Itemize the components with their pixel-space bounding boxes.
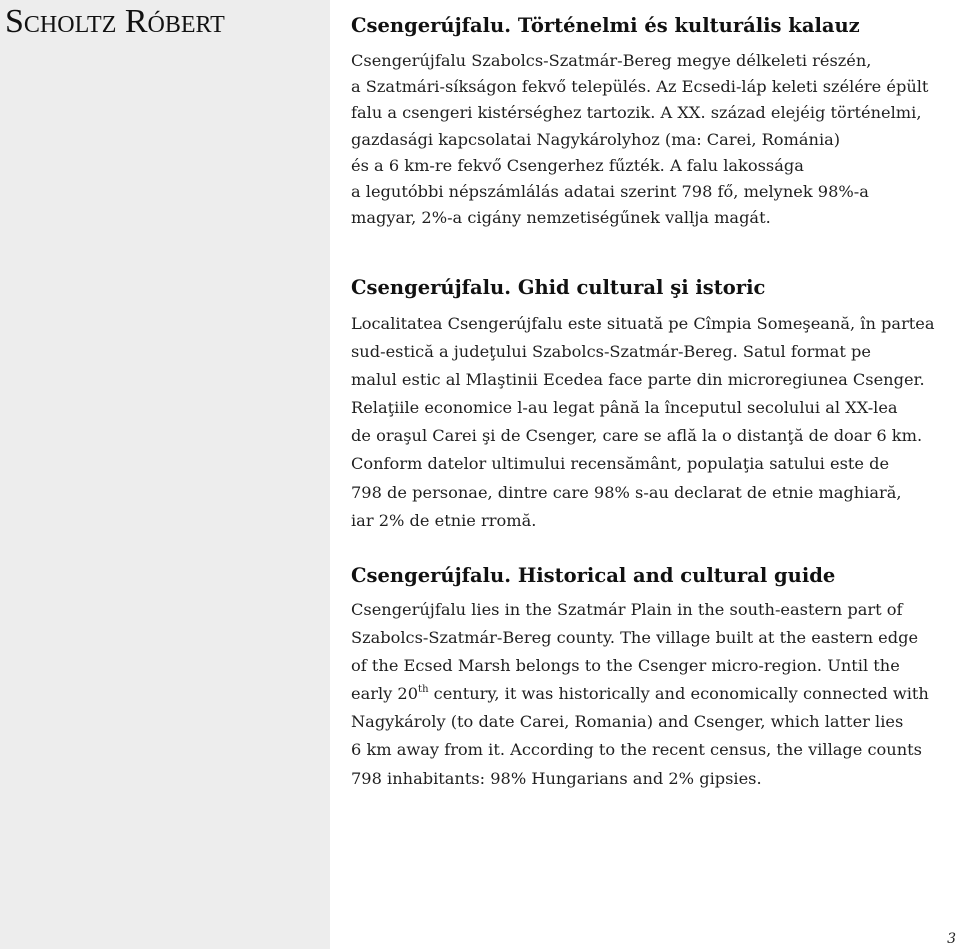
text-fragment: early 20 — [351, 684, 419, 704]
section-title-english: Csengerújfalu. Historical and cultural guide — [351, 564, 836, 587]
section-title-hungarian: Csengerújfalu. Történelmi és kulturális kalauz — [351, 14, 860, 37]
section-body-hungarian — [351, 48, 960, 231]
section-english — [351, 563, 960, 793]
text-line: Localitatea Csengerújfalu este situată pe Cîmpia Someşeană, în partea — [351, 314, 935, 333]
text-line: Csengerújfalu lies in the Szatmár Plain in the south-eastern part of — [351, 600, 903, 619]
text-line: magyar, 2%-a cigány nemzetiségűnek vallja magát. — [351, 208, 771, 228]
page-number: 3 — [947, 931, 956, 947]
text-line: gazdasági kapcsolatai Nagykárolyhoz (ma: Carei, Románia) — [351, 129, 841, 149]
text-line: a legutóbbi népszámlálás adatai szerint 798 fő, melynek 98%-a — [351, 182, 869, 202]
text-line: a Szatmári-síkságon fekvő település. Az Ecsedi-láp keleti szélére épült — [351, 77, 929, 97]
text-line: Conform datelor ultimului recensământ, populaţia satului este de — [351, 454, 890, 474]
text-fragment: century, it was historically and economically connected with — [428, 684, 929, 704]
section-hungarian — [351, 13, 960, 231]
text-line: of the Ecsed Marsh belongs to the Csenger micro-region. Until the — [351, 656, 900, 676]
text-line: Szabolcs-Szatmár-Bereg county. The village built at the eastern edge — [351, 628, 919, 648]
ordinal-superscript: th — [418, 684, 429, 696]
section-romanian — [351, 275, 960, 535]
text-line: falu a csengeri kistérséghez tartozik. A XX. század elejéig történelmi, — [351, 103, 922, 123]
section-body-english — [351, 596, 960, 793]
text-line: sud-estică a judeţului Szabolcs-Szatmár-Bereg. Satul format pe — [351, 342, 871, 362]
section-title-romanian: Csengerújfalu. Ghid cultural şi istoric — [351, 276, 766, 299]
text-line — [351, 680, 960, 708]
text-line: iar 2% de etnie rromă. — [351, 510, 537, 530]
text-line: és a 6 km-re fekvő Csengerhez fűzték. A falu lakossága — [351, 155, 804, 175]
text-line: 798 inhabitants: 98% Hungarians and 2% gipsies. — [351, 768, 762, 788]
text-line: Relaţiile economice l-au legat până la începutul secolului al XX-lea — [351, 398, 898, 418]
author-sidebar — [0, 0, 330, 949]
author-name: Scholtz Róbert — [5, 3, 225, 40]
text-line: 798 de personae, dintre care 98% s-au declarat de etnie maghiară, — [351, 482, 902, 502]
text-line: 6 km away from it. According to the recent census, the village counts — [351, 740, 922, 760]
text-line: malul estic al Mlaştinii Ecedea face parte din microregiunea Csenger. — [351, 370, 925, 390]
section-body-romanian — [351, 310, 960, 535]
text-line: de oraşul Carei şi de Csenger, care se află la o distanţă de doar 6 km. — [351, 426, 923, 446]
text-line: Csengerújfalu Szabolcs-Szatmár-Bereg megye délkeleti részén, — [351, 51, 872, 70]
text-line: Nagykároly (to date Carei, Romania) and Csenger, which latter lies — [351, 712, 904, 732]
